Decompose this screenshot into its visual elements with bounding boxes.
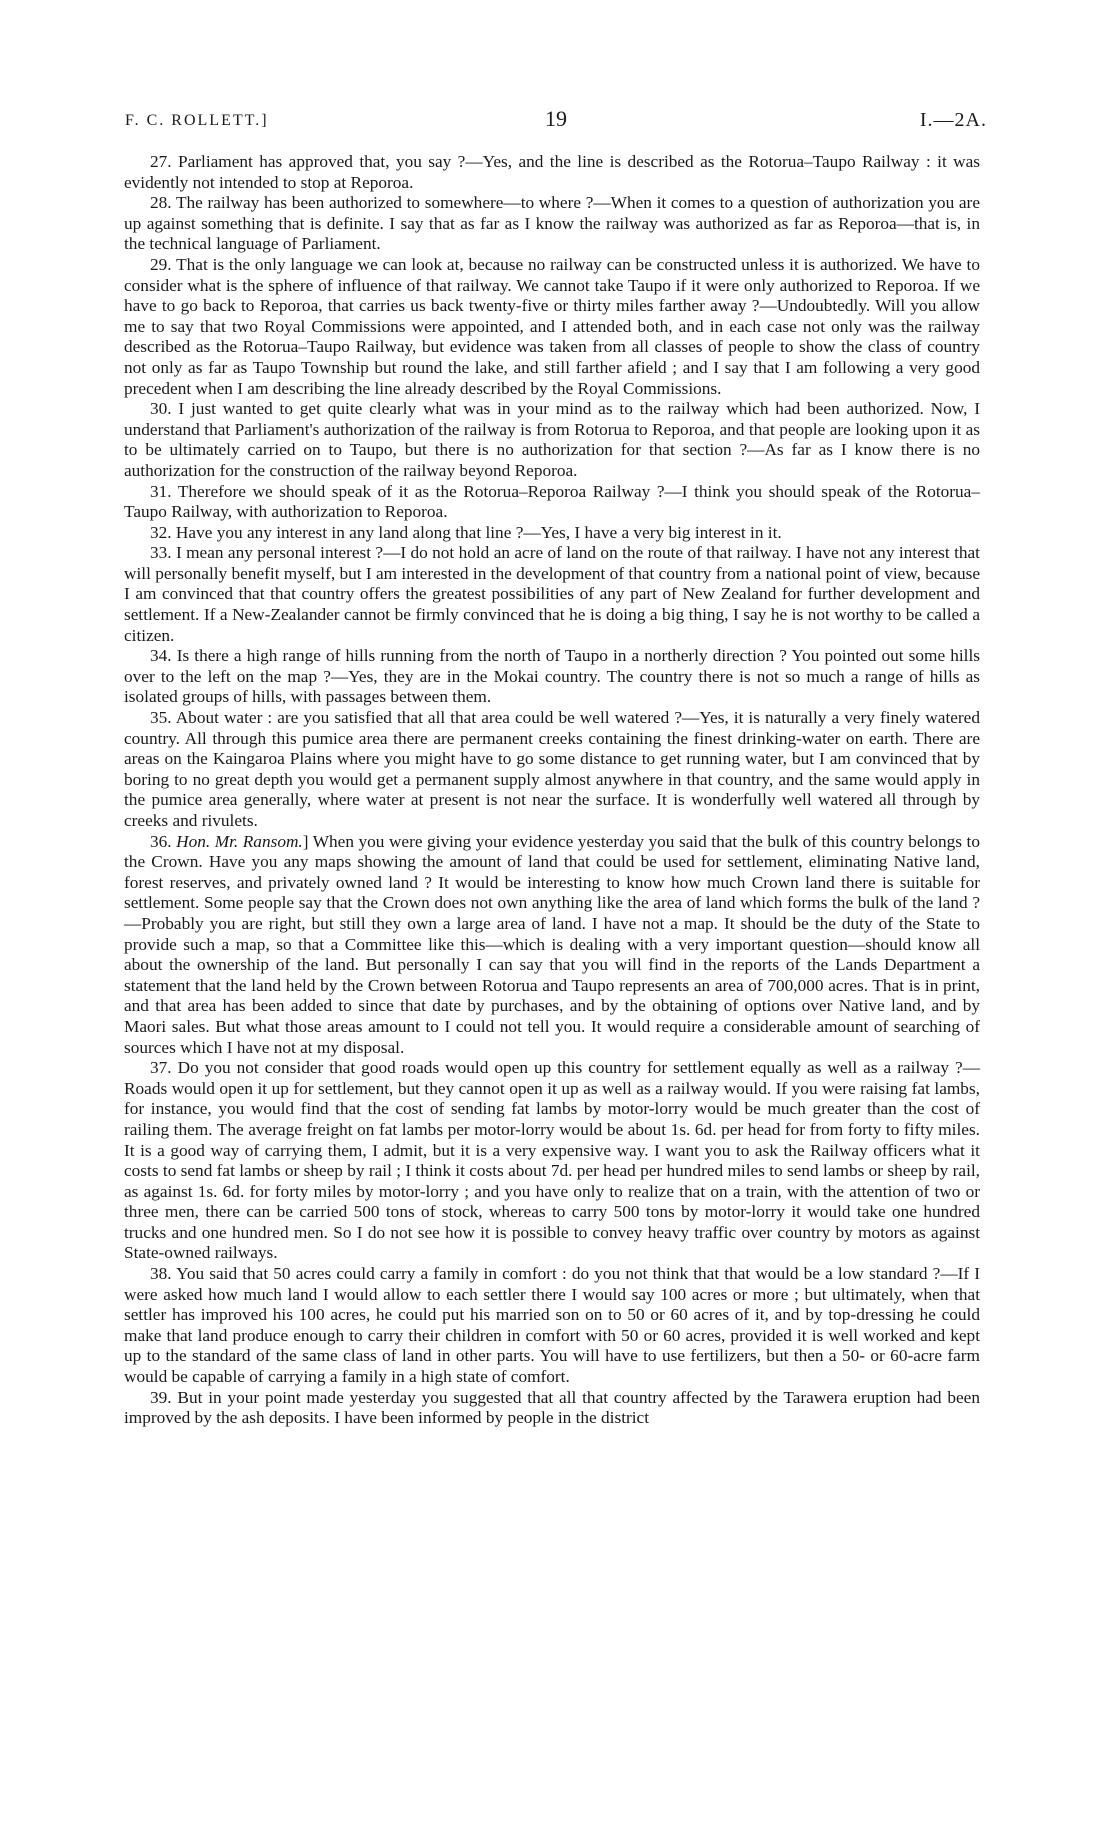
document-reference: I.—2A. [919,109,987,131]
paragraph-29: 29. That is the only language we can look at, because no railway can be constructed unless it is authorized. We have to consider what is the sphere of influence of that railway. We cannot take Taupo if it were only authorized to Reporoa. If we have to go back to Reporoa, that carries us back twenty-five or thirty miles farther away ?—Undoubtedly. Will you allow me to say that two Royal Commissions were appointed, and I attended both, and in each case not only was the railway described as the Rotorua–Taupo Railway, but evidence was taken from all classes of people to show the class of country not only as far as Taupo Township but round the lake, and still farther afield ; and I say that I am following a very good precedent when I am describing the line already described by the Royal Commissions. [124,254,980,398]
paragraph-36-text: When you were giving your evidence yesterday you said that the bulk of this country belongs to the Crown. Have you any maps showing the amount of land that could be used for settlement, eliminating Native land, forest reserves, and privately owned land ? It would be interesting to know how much Crown land there is suitable for settlement. Some people say that the Crown does not own anything like the area of land which forms the bulk of the land ?—Probably you are right, but still they own a large area of land. I have not a map. It should be the duty of the State to provide such a map, so that a Committee like this—which is dealing with a very important question—should know all about the ownership of the land. But personally I can say that you will find in the reports of the Lands Department a statement that the land held by the Crown between Rotorua and Taupo represents an area of 700,000 acres. That is in print, and that area has been added to since that date by purchases, and by the obtaining of options over Native land, and by Maori sales. But what those areas amount to I could not tell you. It would require a considerable amount of searching of sources which I have not at my disposal. [124,831,980,1057]
paragraph-37: 37. Do you not consider that good roads would open up this country for settlement equally as well as a railway ?—Roads would open it up for settlement, but they cannot open it up as well as a railway would. If you were raising fat lambs, for instance, you would find that the cost of sending fat lambs by motor-lorry would be much greater than the cost of railing them. The average freight on fat lambs per motor-lorry would be about 1s. 6d. per head for from forty to fifty miles. It is a good way of carrying them, I admit, but it is a very expensive way. I want you to ask the Railway officers what it costs to send fat lambs or sheep by rail ; I think it costs about 7d. per head per hundred miles to send lambs or sheep by rail, as against 1s. 6d. for forty miles by motor-lorry ; and you have only to realize that on a train, with the attention of two or three men, there can be carried 500 tons of stock, whereas to carry 500 tons by motor-lorry it would take one hundred trucks and one hundred men. So I do not see how it is possible to convey heavy traffic over country by motors as against State-owned railways. [124,1058,980,1263]
page-number: 19 [545,106,567,131]
header-witness-name: F. C. ROLLETT.] [125,112,269,129]
paragraph-32: 32. Have you any interest in any land along that line ?—Yes, I have a very big interest in it. [150,522,782,542]
paragraph-36: 36. Hon. Mr. Ransom.] When you were giving your evidence yesterday you said that the bulk of this country belongs to the Crown. Have you any maps showing the amount of land that could be used for settlement, eliminating Native land, forest reserves, and privately owned land ? It would be interesting to know how much Crown land there is suitable for settlement. Some people say that the Crown does not own anything like the area of land which forms the bulk of the land ?—Probably you are right, but still they own a large area of land. I have not a map. It should be the duty of the State to provide such a map, so that a Committee like this—which is dealing with a very important question—should know all about the ownership of the land. But personally I can say that you will find in the reports of the Lands Department a statement that the land held by the Crown between Rotorua and Taupo represents an area of 700,000 acres. That is in print, and that area has been added to since that date by purchases, and by the obtaining of options over Native land, and by Maori sales. But what those areas amount to I could not tell you. It would require a considerable amount of searching of sources which I have not at my disposal. [124,831,980,1057]
paragraph-38: 38. You said that 50 acres could carry a family in comfort : do you not think that that would be a low standard ?—If I were asked how much land I would allow to each settler there I would say 100 acres or more ; but ultimately, when that settler has improved his 100 acres, he could put his married son on to 50 or 60 acres of it, and by top-dressing he could make that land produce enough to carry their children in comfort with 50 or 60 acres, provided it is well worked and kept up to the standard of the same class of land in other parts. You will have to use fertilizers, but then a 50- or 60-acre farm would be capable of carrying a family in a high state of comfort. [124,1264,980,1387]
paragraph-36-speaker: Hon. Mr. Ransom. [176,831,303,851]
document-body [124,152,980,1429]
paragraph-39: 39. But in your point made yesterday you suggested that all that country affected by the Tarawera eruption had been improved by the ash deposits. I have been informed by people in the district [124,1387,980,1428]
paragraph-33: 33. I mean any personal interest ?—I do not hold an acre of land on the route of that railway. I have not any interest that will personally benefit myself, but I am interested in the development of that country from a national point of view, because I am convinced that that country offers the greatest possibilities of any part of New Zealand for further development and settlement. If a New-Zealander cannot be firmly convinced that he is doing a big thing, I say he is not worthy to be called a citizen. [124,543,980,645]
paragraph-36-number: 36. [150,831,172,851]
paragraph-27: 27. Parliament has approved that, you say ?—Yes, and the line is described as the Rotorua–Taupo Railway : it was evidently not intended to stop at Reporoa. [124,152,980,192]
page-header [125,106,987,136]
paragraph-28: 28. The railway has been authorized to somewhere—to where ?—When it comes to a question of authorization you are up against something that is definite. I say that as far as I know the railway was authorized as far as Reporoa—that is, in the technical language of Parliament. [124,193,980,254]
paragraph-30: 30. I just wanted to get quite clearly what was in your mind as to the railway which had been authorized. Now, I understand that Parliament's authorization of the railway is from Rotorua to Reporoa, and that people are looking upon it as to be ultimately carried on to Taupo, but there is no authorization for that section ?—As far as I know there is no authorization for the construction of the railway beyond Reporoa. [124,399,980,480]
paragraph-35: 35. About water : are you satisfied that all that area could be well watered ?—Yes, it is naturally a very finely watered country. All through this pumice area there are permanent creeks containing the finest drinking-water on earth. There are areas on the Kaingaroa Plains where you might have to go some distance to get running water, but I am convinced that by boring to no great depth you would get a permanent supply almost anywhere in that country, and the same would apply in the pumice area generally, where water at present is not near the surface. It is wonderfully well watered all through by creeks and rivulets. [124,708,980,830]
paragraph-31: 31. Therefore we should speak of it as the Rotorua–Reporoa Railway ?—I think you should speak of the Rotorua–Taupo Railway, with authorization to Reporoa. [124,481,980,522]
paragraph-34: 34. Is there a high range of hills running from the north of Taupo in a northerly direction ? You pointed out some hills over to the left on the map ?—Yes, they are in the Mokai country. The country there is not so much a range of hills as isolated groups of hills, with passages between them. [124,646,980,707]
